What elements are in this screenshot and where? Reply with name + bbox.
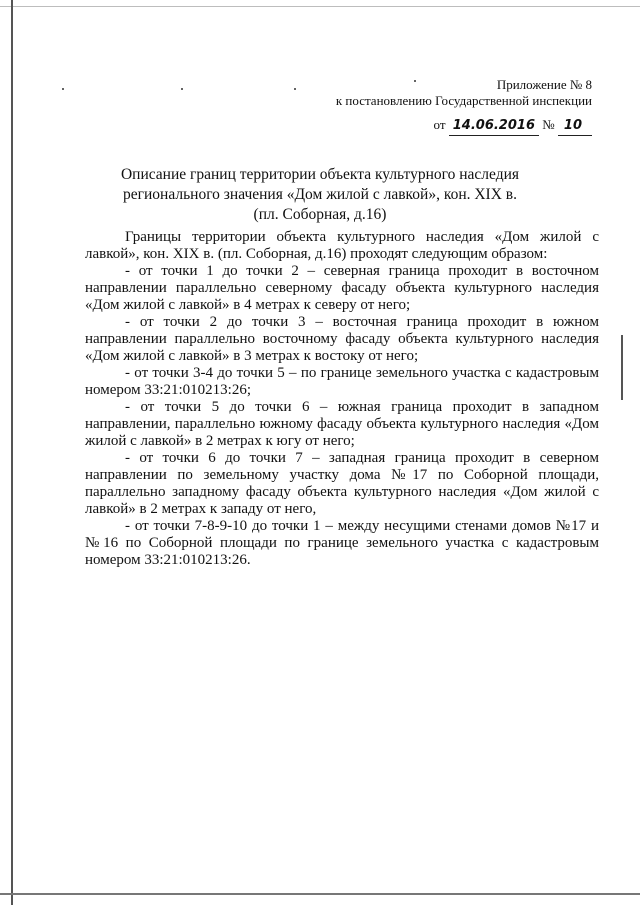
title-line: Описание границ территории объекта культурного наследия [120,166,520,183]
document-title [100,165,540,225]
scan-speck [181,88,183,90]
boundary-item: - от точки 1 до точки 2 – северная граница проходит в восточном направлении параллельно северному фасаду объекта культурного наследия «Дом жилой с лавкой» в 4 метрах к северу от него; [85,263,599,313]
scan-speck [414,80,416,82]
date-prefix: от [433,117,446,132]
appendix-reference: к постановлению Государственной инспекции [335,93,592,108]
scan-speck [62,88,64,90]
handwritten-date: 14.06.2016 [449,118,539,136]
boundary-item: - от точки 3-4 до точки 5 – по границе земельного участка с кадастровым номером 33:21:010213:26; [85,365,599,398]
date-number-line [433,117,592,136]
boundary-item: - от точки 5 до точки 6 – южная граница проходит в западном направлении, параллельно южному фасаду объекта культурного наследия «Дом жилой с лавкой» в 2 метрах к югу от него; [85,399,599,449]
handwritten-number: 10 [558,118,592,136]
scan-edge-top [0,6,640,7]
boundary-item: - от точки 2 до точки 3 – восточная граница проходит в южном направлении параллельно восточному фасаду объекта культурного наследия «Дом жилой с лавкой» в 3 метрах к востоку от него; [85,314,599,364]
boundary-item: - от точки 7-8-9-10 до точки 1 – между несущими стенами домов №17 и №16 по Соборной площади по границе земельного участка с кадастровым номером 33:21:010213:26. [85,518,599,568]
scan-speck [294,88,296,90]
document-body [85,229,599,569]
appendix-number: Приложение № 8 [496,77,592,92]
scan-edge-bottom [0,893,640,895]
scan-mark-right [621,335,623,400]
title-line: регионального значения «Дом жилой с лавкой», кон. XIX в. [123,186,517,203]
boundary-item: - от точки 6 до точки 7 – западная граница проходит в северном направлении по земельному участку дома №17 по Соборной площади, параллельно западному фасаду объекта культурного наследия «Дом жилой с лавкой» в 2 метрах к западу от него, [85,450,599,517]
title-line: (пл. Соборная, д.16) [253,206,387,223]
number-prefix: № [542,117,555,132]
intro-paragraph: Границы территории объекта культурного наследия «Дом жилой с лавкой», кон. XIX в. (пл. Соборная, д.16) проходят следующим образом: [85,229,599,262]
scan-edge-left [11,0,13,905]
